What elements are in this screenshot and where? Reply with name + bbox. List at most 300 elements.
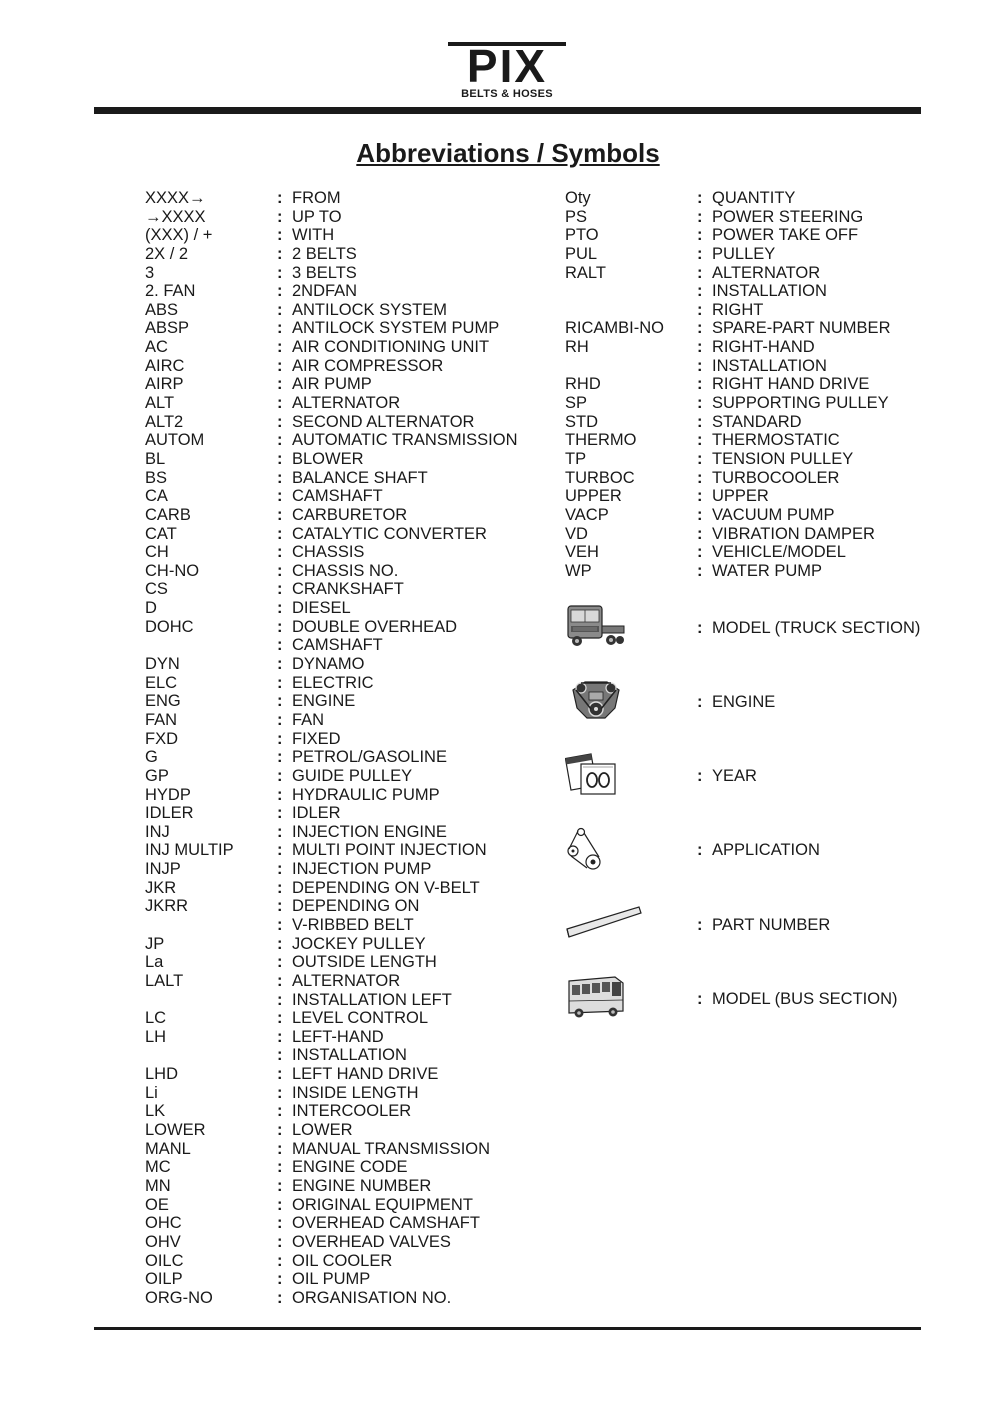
- abbreviation-row: [145, 226, 545, 245]
- colon: :: [277, 487, 283, 506]
- meaning: FAN: [292, 710, 325, 729]
- abbreviation-row: [145, 1084, 545, 1103]
- abbreviation: AIRP: [145, 375, 184, 394]
- abbreviation-row: [145, 208, 545, 227]
- meaning: FROM: [292, 189, 341, 207]
- abbreviation-row: [145, 431, 545, 450]
- colon: :: [277, 822, 283, 841]
- meaning: CRANKSHAFT: [292, 580, 404, 599]
- abbreviation: LK: [145, 1102, 166, 1121]
- abbreviation-row: [565, 450, 945, 469]
- abbreviation-row: [565, 469, 945, 488]
- meaning: V-RIBBED BELT: [292, 915, 414, 934]
- abbreviation: LOWER: [145, 1121, 206, 1140]
- abbreviation: OHC: [145, 1214, 182, 1233]
- colon: :: [697, 375, 703, 394]
- colon: :: [697, 468, 703, 487]
- colon: :: [277, 971, 283, 990]
- colon: :: [277, 692, 283, 711]
- abbreviation: OILP: [145, 1270, 183, 1289]
- colon: :: [277, 841, 283, 860]
- abbreviation-row: [145, 543, 545, 562]
- abbreviation: D: [145, 599, 157, 618]
- abbreviation-row: [145, 767, 545, 786]
- abbreviation-row: [145, 953, 545, 972]
- colon: :: [277, 282, 283, 301]
- abbreviation: MC: [145, 1158, 171, 1177]
- colon: :: [277, 1046, 283, 1065]
- meaning: POWER STEERING: [712, 207, 864, 226]
- colon: :: [277, 804, 283, 823]
- meaning: PETROL/GASOLINE: [292, 748, 447, 767]
- meaning: INSIDE LENGTH: [292, 1083, 419, 1102]
- meaning: UPPER: [712, 487, 769, 506]
- abbreviation-row: [145, 1046, 545, 1065]
- colon: :: [277, 860, 283, 879]
- meaning: DEPENDING ON V-BELT: [292, 878, 480, 897]
- colon: :: [277, 1139, 283, 1158]
- colon: :: [277, 1102, 283, 1121]
- abbreviation-row: [565, 357, 945, 376]
- colon: :: [277, 655, 283, 674]
- meaning: AIR PUMP: [292, 375, 372, 394]
- colon: :: [277, 897, 283, 916]
- abbreviation-row: [565, 506, 945, 525]
- colon: :: [277, 449, 283, 468]
- abbreviation: ALT2: [145, 412, 184, 431]
- abbreviation-row: [145, 375, 545, 394]
- colon: :: [697, 319, 703, 338]
- colon: :: [697, 767, 703, 785]
- abbreviation: GP: [145, 766, 169, 785]
- abbreviation-row: [145, 1140, 545, 1159]
- meaning: ORIGINAL EQUIPMENT: [292, 1195, 473, 1214]
- meaning: CAMSHAFT: [292, 487, 383, 506]
- abbreviation: LC: [145, 1009, 167, 1028]
- colon: :: [277, 468, 283, 487]
- meaning: ALTERNATOR: [292, 971, 401, 990]
- abbreviation: STD: [565, 412, 598, 431]
- abbreviation-row: [565, 264, 945, 283]
- symbol-row-truck: [565, 602, 945, 662]
- abbreviation-row: [145, 1252, 545, 1271]
- abbreviation-row: [565, 375, 945, 394]
- abbreviation: HYDP: [145, 785, 191, 804]
- abbreviation-row: [145, 1196, 545, 1215]
- abbreviation-row: [145, 506, 545, 525]
- meaning: ELECTRIC: [292, 673, 374, 692]
- pix-logo: [448, 42, 566, 102]
- abbreviation: INJ MULTIP: [145, 841, 234, 860]
- meaning: ANTILOCK SYSTEM: [292, 300, 447, 319]
- abbreviation: VD: [565, 524, 588, 543]
- colon: :: [697, 412, 703, 431]
- meaning: ORGANISATION NO.: [292, 1288, 452, 1307]
- colon: :: [697, 226, 703, 245]
- abbreviation-row: [145, 599, 545, 618]
- meaning: IDLER: [292, 804, 341, 823]
- meaning: UP TO: [292, 207, 342, 226]
- colon: :: [277, 338, 283, 357]
- abbreviation: 3: [145, 263, 155, 282]
- abbreviation: DYN: [145, 655, 180, 674]
- abbreviation-row: [145, 189, 545, 208]
- colon: :: [277, 878, 283, 897]
- meaning: BALANCE SHAFT: [292, 468, 428, 487]
- colon: :: [277, 953, 283, 972]
- meaning: JOCKEY PULLEY: [292, 934, 426, 953]
- abbreviation: 2. FAN: [145, 282, 196, 301]
- abbreviation: JKR: [145, 878, 177, 897]
- abbreviation: ELC: [145, 673, 178, 692]
- colon: :: [277, 748, 283, 767]
- colon: :: [277, 431, 283, 450]
- abbreviation-row: [145, 301, 545, 320]
- meaning: INSTALLATION: [292, 1046, 407, 1065]
- abbreviation: OHV: [145, 1232, 181, 1251]
- abbreviation: Li: [145, 1083, 158, 1102]
- meaning: DYNAMO: [292, 655, 365, 674]
- abbreviation-row: [145, 1158, 545, 1177]
- meaning: QUANTITY: [712, 189, 796, 207]
- symbol-label-bus: MODEL (BUS SECTION): [712, 990, 898, 1008]
- colon: :: [277, 1214, 283, 1233]
- abbreviation: XXXX→: [145, 189, 206, 207]
- abbreviation-row: [145, 748, 545, 767]
- colon: :: [277, 1176, 283, 1195]
- abbreviation: AIRC: [145, 356, 185, 375]
- meaning: STANDARD: [712, 412, 802, 431]
- abbreviation: UPPER: [565, 487, 622, 506]
- meaning: VEHICLE/MODEL: [712, 543, 846, 562]
- colon: :: [277, 636, 283, 655]
- abbreviation-row: [145, 730, 545, 749]
- meaning: INTERCOOLER: [292, 1102, 412, 1121]
- abbreviation-row: [145, 394, 545, 413]
- abbreviation: 2X / 2: [145, 244, 189, 263]
- colon: :: [697, 356, 703, 375]
- abbreviation: VACP: [565, 505, 609, 524]
- meaning: INSTALLATION: [712, 356, 827, 375]
- abbreviation-row: [145, 338, 545, 357]
- colon: :: [277, 710, 283, 729]
- abbreviation: RHD: [565, 375, 601, 394]
- symbol-row-bus: [565, 973, 945, 1033]
- colon: :: [277, 1270, 283, 1289]
- meaning: POWER TAKE OFF: [712, 226, 859, 245]
- meaning: 2NDFAN: [292, 282, 358, 301]
- meaning: RIGHT-HAND: [712, 338, 815, 357]
- engine-icon: [565, 676, 627, 724]
- abbreviation: LALT: [145, 971, 184, 990]
- colon: :: [277, 543, 283, 562]
- abbreviation-row: [565, 487, 945, 506]
- abbreviation-row: [145, 804, 545, 823]
- abbreviation: ENG: [145, 692, 181, 711]
- meaning: SUPPORTING PULLEY: [712, 394, 889, 413]
- colon: :: [277, 766, 283, 785]
- symbol-row-year: [565, 750, 945, 810]
- meaning: PULLEY: [712, 244, 776, 263]
- abbreviation-row: [145, 525, 545, 544]
- colon: :: [277, 617, 283, 636]
- meaning: OUTSIDE LENGTH: [292, 953, 437, 972]
- meaning: DIESEL: [292, 599, 351, 618]
- colon: :: [277, 319, 283, 338]
- abbreviation-row: [565, 338, 945, 357]
- abbreviation-row: [145, 972, 545, 991]
- abbreviation: BS: [145, 468, 168, 487]
- abbreviation: RH: [565, 338, 589, 357]
- colon: :: [277, 1251, 283, 1270]
- abbreviation: THERMO: [565, 431, 637, 450]
- truck-icon: [565, 602, 627, 650]
- meaning: OVERHEAD VALVES: [292, 1232, 451, 1251]
- colon: :: [277, 785, 283, 804]
- meaning: TENSION PULLEY: [712, 449, 854, 468]
- abbreviation: RALT: [565, 263, 606, 282]
- meaning: MULTI POINT INJECTION: [292, 841, 487, 860]
- colon: :: [277, 673, 283, 692]
- colon: :: [277, 580, 283, 599]
- colon: :: [277, 1288, 283, 1307]
- abbreviation-row: [145, 860, 545, 879]
- colon: :: [277, 356, 283, 375]
- abbreviation-row: [145, 450, 545, 469]
- header-rule: [94, 107, 921, 114]
- meaning: CAMSHAFT: [292, 636, 383, 655]
- abbreviation-row: [145, 618, 545, 637]
- abbreviation: LH: [145, 1027, 167, 1046]
- colon: :: [697, 524, 703, 543]
- meaning: WITH: [292, 226, 335, 245]
- abbreviation: ORG-NO: [145, 1288, 213, 1307]
- meaning: AIR COMPRESSOR: [292, 356, 444, 375]
- meaning: THERMOSTATIC: [712, 431, 840, 450]
- symbol-label-truck: MODEL (TRUCK SECTION): [712, 619, 921, 637]
- abbreviation: FAN: [145, 710, 178, 729]
- meaning: ENGINE CODE: [292, 1158, 408, 1177]
- abbreviation-row: [145, 1214, 545, 1233]
- abbreviation-row: [145, 674, 545, 693]
- abbreviation: AC: [145, 338, 168, 357]
- abbreviation: ABS: [145, 300, 179, 319]
- abbreviation: VEH: [565, 543, 599, 562]
- abbreviation: JP: [145, 934, 165, 953]
- colon: :: [277, 990, 283, 1009]
- colon: :: [277, 1121, 283, 1140]
- abbreviation-row: [145, 1270, 545, 1289]
- abbreviation: FXD: [145, 729, 178, 748]
- abbreviation-row: [145, 469, 545, 488]
- colon: :: [697, 449, 703, 468]
- abbreviation-row: [565, 431, 945, 450]
- colon: :: [277, 524, 283, 543]
- bus-icon: [565, 973, 627, 1021]
- abbreviation: WP: [565, 561, 592, 580]
- abbreviation-row: [145, 879, 545, 898]
- colon: :: [277, 412, 283, 431]
- abbreviation-row: [145, 1102, 545, 1121]
- abbreviation: AUTOM: [145, 431, 205, 450]
- colon: :: [697, 841, 703, 859]
- symbol-label-engine: ENGINE: [712, 693, 776, 711]
- colon: :: [277, 1232, 283, 1251]
- meaning: LOWER: [292, 1121, 353, 1140]
- meaning: MANUAL TRANSMISSION: [292, 1139, 491, 1158]
- abbreviation-row: [565, 245, 945, 264]
- abbreviation: (XXX) / +: [145, 226, 213, 245]
- abbreviation-row: [145, 580, 545, 599]
- meaning: CARBURETOR: [292, 505, 408, 524]
- meaning: SECOND ALTERNATOR: [292, 412, 475, 431]
- colon: :: [697, 990, 703, 1008]
- colon: :: [697, 244, 703, 263]
- abbreviation-row: [145, 1028, 545, 1047]
- meaning: VIBRATION DAMPER: [712, 524, 875, 543]
- abbreviation-row: [145, 897, 545, 916]
- symbol-label-year: YEAR: [712, 767, 757, 785]
- colon: :: [277, 300, 283, 319]
- logo-subtitle: BELTS & HOSES: [461, 88, 553, 100]
- abbreviation-row: [565, 543, 945, 562]
- meaning: CHASSIS: [292, 543, 365, 562]
- abbreviation-row: [565, 301, 945, 320]
- meaning: GUIDE PULLEY: [292, 766, 413, 785]
- abbreviation-row: [565, 525, 945, 544]
- abbreviation: OE: [145, 1195, 169, 1214]
- meaning: INSTALLATION LEFT: [292, 990, 452, 1009]
- abbreviation-row: [565, 189, 945, 208]
- abbreviation-row: [565, 413, 945, 432]
- meaning: LEVEL CONTROL: [292, 1009, 429, 1028]
- colon: :: [277, 207, 283, 226]
- colon: :: [697, 189, 703, 207]
- abbreviation: OILC: [145, 1251, 184, 1270]
- meaning: INJECTION PUMP: [292, 860, 432, 879]
- colon: :: [697, 207, 703, 226]
- abbreviation-row: [145, 841, 545, 860]
- abbreviation: ABSP: [145, 319, 190, 338]
- colon: :: [277, 1195, 283, 1214]
- meaning: LEFT-HAND: [292, 1027, 384, 1046]
- colon: :: [277, 561, 283, 580]
- colon: :: [277, 1158, 283, 1177]
- colon: :: [277, 729, 283, 748]
- meaning: TURBOCOOLER: [712, 468, 840, 487]
- abbreviation-row: [145, 692, 545, 711]
- abbreviation: TP: [565, 449, 587, 468]
- abbreviation: CH-NO: [145, 561, 200, 580]
- page-title: Abbreviations / Symbols: [356, 138, 660, 168]
- abbreviation: INJ: [145, 822, 170, 841]
- footer-rule: [94, 1327, 921, 1330]
- abbreviation: CARB: [145, 505, 191, 524]
- symbol-label-application: APPLICATION: [712, 841, 820, 859]
- abbreviation-row: [565, 562, 945, 581]
- abbreviations-right-column: [565, 189, 945, 580]
- abbreviation: ALT: [145, 394, 175, 413]
- colon: :: [697, 916, 703, 934]
- belt-strip-icon: [565, 899, 645, 947]
- meaning: SPARE-PART NUMBER: [712, 319, 891, 338]
- abbreviation: →XXXX: [145, 207, 206, 226]
- meaning: AUTOMATIC TRANSMISSION: [292, 431, 518, 450]
- abbreviation-row: [145, 935, 545, 954]
- abbreviation-row: [145, 245, 545, 264]
- symbol-row-engine: [565, 676, 945, 736]
- colon: :: [697, 543, 703, 562]
- colon: :: [277, 599, 283, 618]
- colon: :: [697, 263, 703, 282]
- abbreviation: PUL: [565, 244, 598, 263]
- logo-word: PIX: [466, 40, 548, 92]
- colon: :: [697, 300, 703, 319]
- abbreviation-row: [145, 413, 545, 432]
- colon: :: [277, 189, 283, 207]
- colon: :: [277, 394, 283, 413]
- colon: :: [277, 1065, 283, 1084]
- colon: :: [697, 619, 703, 637]
- meaning: CATALYTIC CONVERTER: [292, 524, 487, 543]
- meaning: ENGINE: [292, 692, 356, 711]
- abbreviation: G: [145, 748, 158, 767]
- abbreviation: CA: [145, 487, 168, 506]
- abbreviation: JKRR: [145, 897, 189, 916]
- abbreviation-row: [145, 823, 545, 842]
- meaning: LEFT HAND DRIVE: [292, 1065, 439, 1084]
- abbreviation: Oty: [565, 189, 591, 207]
- abbreviations-left-column: [145, 189, 545, 1307]
- abbreviation-row: [145, 991, 545, 1010]
- meaning: OVERHEAD CAMSHAFT: [292, 1214, 480, 1233]
- symbol-row-part-number: [565, 899, 945, 959]
- meaning: OIL PUMP: [292, 1270, 371, 1289]
- colon: :: [697, 338, 703, 357]
- symbol-label-part-number: PART NUMBER: [712, 916, 831, 934]
- meaning: HYDRAULIC PUMP: [292, 785, 440, 804]
- meaning: OIL COOLER: [292, 1251, 393, 1270]
- abbreviation-row: [145, 1177, 545, 1196]
- abbreviation-row: [145, 1289, 545, 1308]
- abbreviation-row: [145, 562, 545, 581]
- meaning: RIGHT: [712, 300, 764, 319]
- abbreviation: PTO: [565, 226, 599, 245]
- meaning: CHASSIS NO.: [292, 561, 399, 580]
- meaning: WATER PUMP: [712, 561, 822, 580]
- meaning: ENGINE NUMBER: [292, 1176, 432, 1195]
- abbreviation-row: [145, 916, 545, 935]
- belt-pulley-icon: [565, 824, 627, 872]
- colon: :: [277, 915, 283, 934]
- year-calendar-icon: [565, 750, 627, 798]
- abbreviation: BL: [145, 449, 166, 468]
- symbol-row-application: [565, 824, 945, 884]
- colon: :: [277, 244, 283, 263]
- abbreviation-row: [145, 357, 545, 376]
- abbreviation-row: [145, 1065, 545, 1084]
- abbreviation: RICAMBI-NO: [565, 319, 664, 338]
- abbreviation-row: [565, 226, 945, 245]
- meaning: INSTALLATION: [712, 282, 827, 301]
- abbreviation: PS: [565, 207, 588, 226]
- colon: :: [697, 487, 703, 506]
- abbreviation: DOHC: [145, 617, 194, 636]
- meaning: 2 BELTS: [292, 244, 357, 263]
- abbreviation-row: [145, 319, 545, 338]
- abbreviation: INJP: [145, 860, 181, 879]
- meaning: DOUBLE OVERHEAD: [292, 617, 458, 636]
